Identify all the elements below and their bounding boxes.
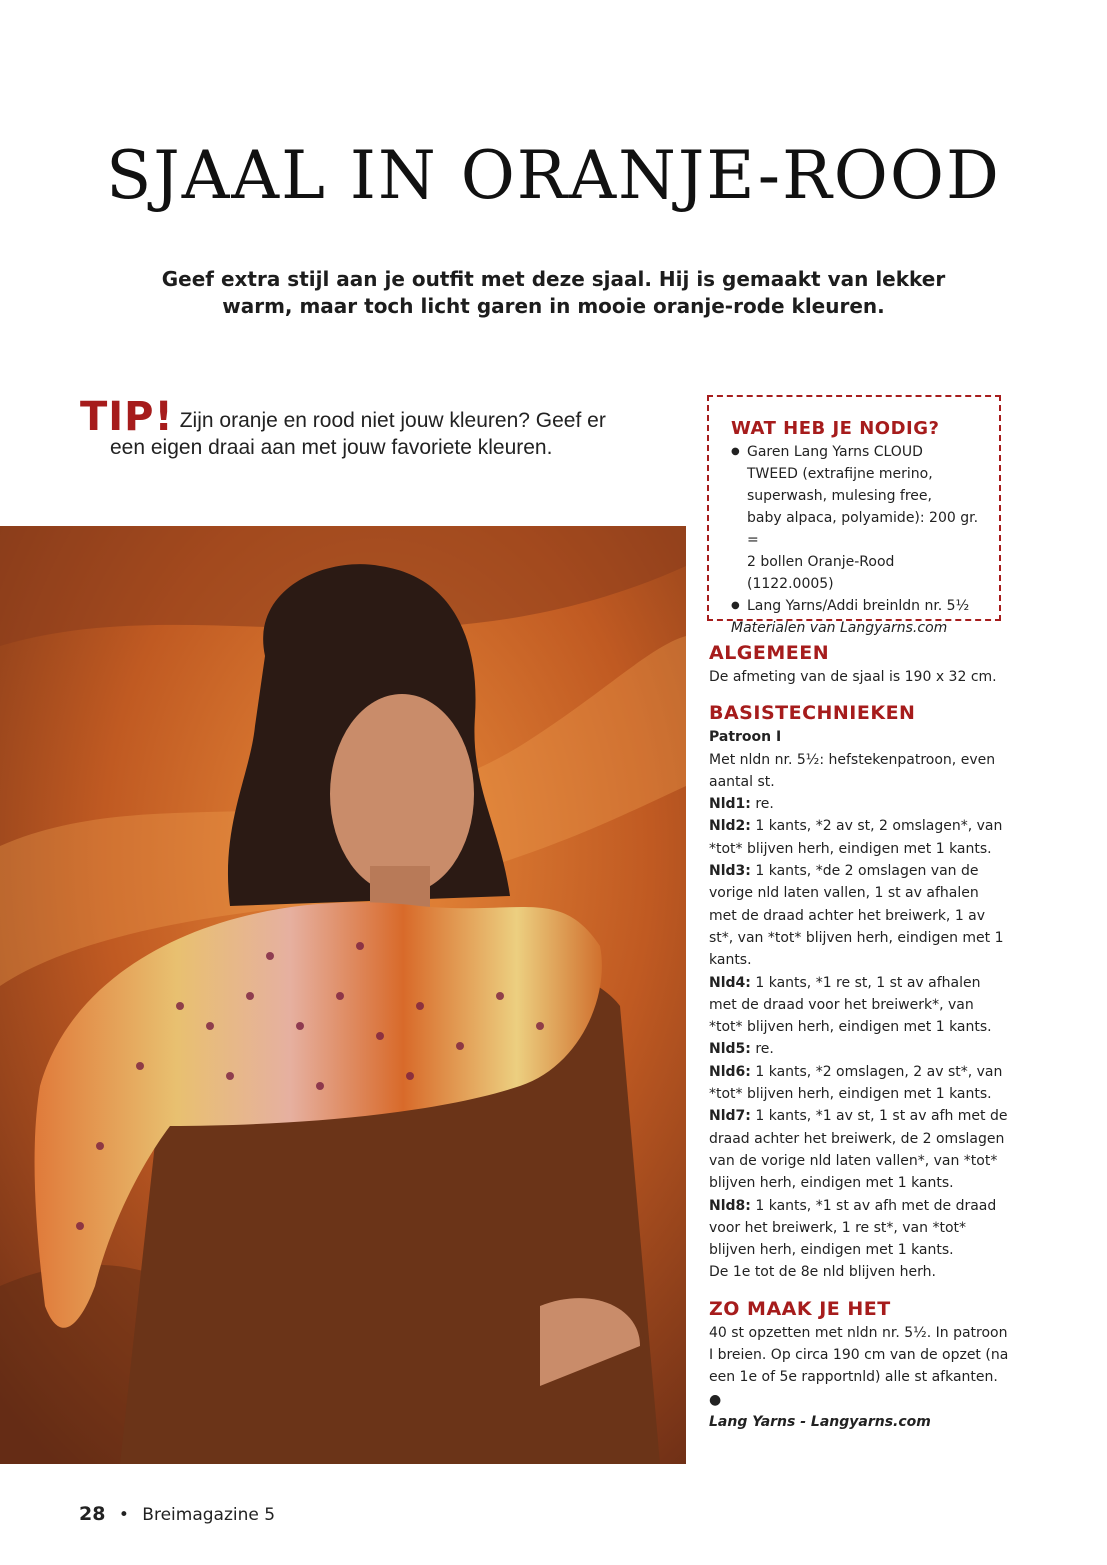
row-label: Nld3: (709, 863, 751, 880)
model-scarf-illustration (0, 526, 686, 1464)
techniques-subheading (709, 726, 1009, 748)
materials-note: Materialen van Langyarns.com (731, 620, 948, 636)
intro-line-2: warm, maar toch licht garen in mooie oranje-rode kleuren. (222, 294, 885, 318)
row-text: re. (755, 1041, 774, 1058)
row-instruction (709, 1038, 1009, 1060)
row-text: 1 kants, *2 av st, 2 omslagen*, van *tot* blijven herh, eindigen met 1 kants. (709, 818, 1003, 857)
row-instruction (709, 860, 1009, 971)
howto-heading: ZO MAAK JE HET (709, 1297, 891, 1320)
general-heading: ALGEMEEN (709, 642, 830, 664)
row-label: Nld1: (709, 796, 751, 813)
page-footer (79, 1503, 275, 1525)
footer-bullet: • (118, 1505, 129, 1525)
row-label: Nld8: (709, 1197, 751, 1214)
techniques-heading: BASISTECHNIEKEN (709, 702, 916, 725)
tip-line-1: Zijn oranje en rood niet jouw kleuren? Geef er (179, 409, 606, 432)
page-title: SJAAL IN ORANJE-ROOD (106, 137, 1001, 214)
row-instruction (709, 972, 1009, 1039)
materials-heading: WAT HEB JE NODIG? (731, 418, 940, 439)
materials-item-needles (731, 595, 985, 617)
instructions-column (709, 640, 1009, 1433)
repeat-instruction: De 1e tot de 8e nld blijven herh. (709, 1264, 936, 1281)
materials-item-yarn-line-1: Garen Lang Yarns CLOUD (747, 444, 923, 460)
row-text: 1 kants, *1 st av afh met de draad voor het breiwerk, 1 re st*, van *tot* blijven herh, eindigen met 1 kants. (709, 1197, 997, 1259)
general-text: De afmeting van de sjaal is 190 x 32 cm. (709, 669, 997, 685)
row-instruction (709, 1195, 1009, 1262)
tip-callout (80, 394, 620, 461)
row-label: Nld5: (709, 1041, 751, 1058)
materials-item-yarn (731, 441, 985, 595)
magazine-name: Breimagazine 5 (142, 1505, 276, 1525)
howto-text: 40 st opzetten met nldn nr. 5½. In patroon I breien. Op circa 190 cm van de opzet (na een 1e of 5e rapportnld) alle st afkanten. ● (709, 1324, 1009, 1408)
row-instruction (709, 1105, 1009, 1194)
model-photo (0, 526, 686, 1464)
row-label: Nld6: (709, 1063, 751, 1080)
pattern-name: Patroon I (709, 729, 782, 746)
materials-item-yarn-line-5: 2 bollen Oranje-Rood (1122.0005) (747, 554, 895, 592)
materials-box (707, 395, 1001, 636)
row-text: 1 kants, *2 omslagen, 2 av st*, van *tot* blijven herh, eindigen met 1 kants. (709, 1063, 1003, 1103)
materials-item-yarn-line-2: TWEED (extrafijne merino, (747, 466, 933, 482)
row-text: 1 kants, *1 av st, 1 st av afh met de draad achter het breiwerk, de 2 omslagen van de vorige nld laten vallen*, van *tot* blijven herh, eindigen met 1 kants. (709, 1108, 1008, 1192)
page-number: 28 (79, 1503, 106, 1525)
materials-item-needles-text: Lang Yarns/Addi breinldn nr. 5½ (747, 598, 970, 614)
row-text: 1 kants, *1 re st, 1 st av afhalen met de draad voor het breiwerk*, van *tot* blijven herh, eindigen met 1 kants. (709, 974, 992, 1036)
row-instruction (709, 815, 1009, 860)
row-instruction (709, 1061, 1009, 1106)
row-label: Nld4: (709, 974, 751, 991)
row-label: Nld7: (709, 1108, 751, 1125)
row-text: re. (755, 796, 774, 813)
tip-line-2: een eigen draai aan met jouw favoriete kleuren. (110, 436, 553, 459)
materials-item-yarn-line-4: baby alpaca, polyamide): 200 gr. = (747, 510, 979, 548)
tip-heading: TIP! (80, 394, 174, 440)
row-label: Nld2: (709, 818, 751, 835)
row-instruction (709, 793, 1009, 815)
intro-line-1: Geef extra stijl aan je outfit met deze sjaal. Hij is gemaakt van lekker (161, 267, 946, 291)
intro-text (120, 266, 987, 320)
techniques-intro: Met nldn nr. 5½: hefstekenpatroon, even aantal st. (709, 751, 996, 790)
materials-list (731, 441, 985, 617)
materials-item-yarn-line-3: superwash, mulesing free, (747, 488, 932, 504)
row-text: 1 kants, *de 2 omslagen van de vorige nld laten vallen, 1 st av afhalen met de draad achter het breiwerk, 1 av st*, van *tot* blijven herh, eindigen met 1 kants. (709, 863, 1004, 969)
credit-signature: Lang Yarns - Langyarns.com (709, 1413, 931, 1430)
